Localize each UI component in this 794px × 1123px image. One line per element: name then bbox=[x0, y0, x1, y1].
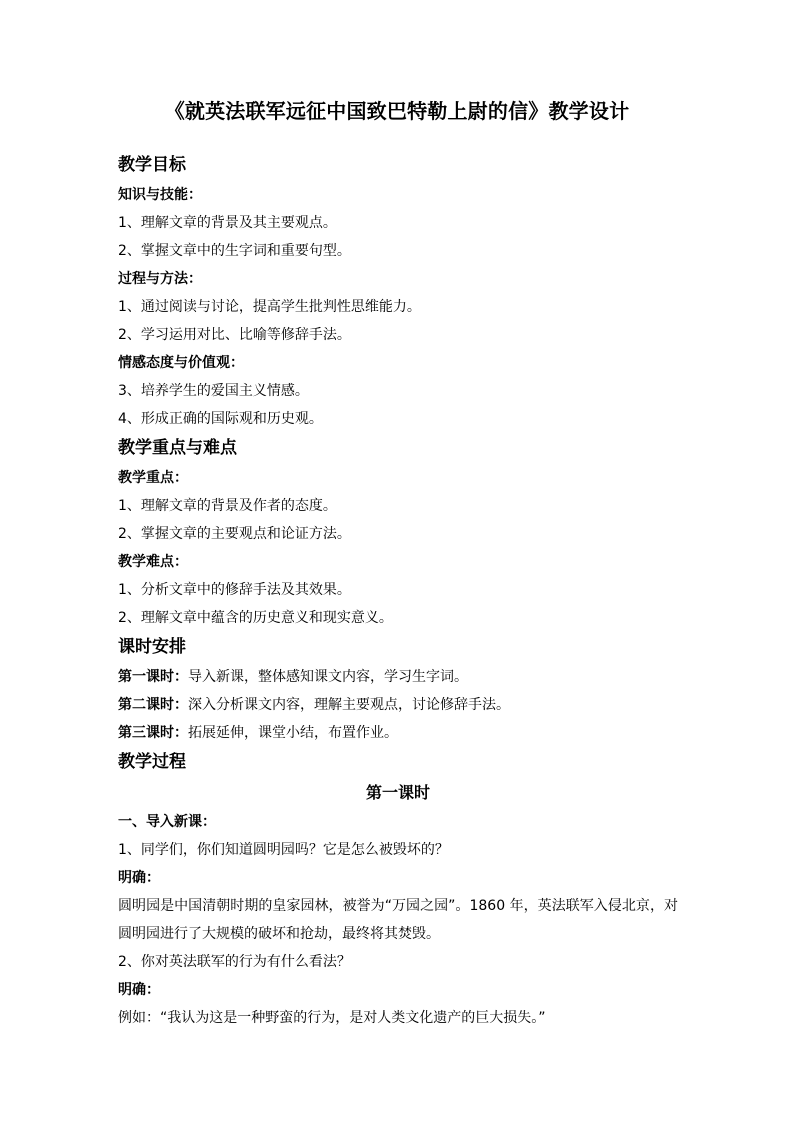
question-text: 2、你对英法联军的行为有什么看法？ bbox=[118, 954, 351, 970]
subheading-difficulty: 教学难点： bbox=[118, 554, 188, 570]
schedule-text: 拓展延伸，课堂小结，布置作业。 bbox=[188, 725, 398, 741]
document-body bbox=[118, 150, 688, 1032]
list-item: 1、分析文章中的修辞手法及其效果。 bbox=[118, 582, 351, 598]
subheading-focus: 教学重点： bbox=[118, 470, 188, 486]
schedule-item bbox=[118, 719, 688, 747]
subheading-intro: 一、导入新课： bbox=[118, 814, 216, 830]
section-heading-schedule: 课时安排 bbox=[118, 637, 186, 657]
list-item: 2、掌握文章中的生字词和重要句型。 bbox=[118, 243, 351, 259]
schedule-label: 第一课时： bbox=[118, 669, 188, 685]
document-title: 《就英法联军远征中国致巴特勒上尉的信》教学设计 bbox=[164, 99, 630, 123]
list-item: 2、理解文章中蕴含的历史意义和现实意义。 bbox=[118, 610, 393, 626]
clarify-label: 明确： bbox=[118, 870, 160, 886]
list-item: 3、培养学生的爱国主义情感。 bbox=[118, 383, 309, 399]
section-heading-key-points: 教学重点与难点 bbox=[118, 438, 237, 458]
subheading-emotion: 情感态度与价值观： bbox=[118, 355, 244, 371]
section-heading-process: 教学过程 bbox=[118, 752, 186, 772]
answer-example: 例如：“我认为这是一种野蛮的行为，是对人类文化遗产的巨大损失。” bbox=[118, 1010, 546, 1026]
answer-paragraph: 圆明园是中国清朝时期的皇家园林，被誉为“万园之园”。1860 年，英法联军入侵北京，对圆明园进行了大规模的破坏和抢劫，最终将其焚毁。 bbox=[118, 898, 678, 942]
question-text: 1、同学们，你们知道圆明园吗？它是怎么被毁坏的？ bbox=[118, 842, 449, 858]
clarify-label: 明确： bbox=[118, 982, 160, 998]
list-item: 1、理解文章的背景及作者的态度。 bbox=[118, 498, 337, 514]
schedule-text: 深入分析课文内容，理解主要观点，讨论修辞手法。 bbox=[188, 697, 510, 713]
schedule-text: 导入新课，整体感知课文内容，学习生字词。 bbox=[188, 669, 468, 685]
list-item: 2、掌握文章的主要观点和论证方法。 bbox=[118, 526, 351, 542]
schedule-label: 第三课时： bbox=[118, 725, 188, 741]
schedule-item bbox=[118, 663, 688, 691]
section-heading-objectives: 教学目标 bbox=[118, 155, 186, 175]
list-item: 1、通过阅读与讨论，提高学生批判性思维能力。 bbox=[118, 299, 421, 315]
list-item: 4、形成正确的国际观和历史观。 bbox=[118, 411, 323, 427]
subheading-knowledge: 知识与技能： bbox=[118, 187, 202, 203]
subheading-process: 过程与方法： bbox=[118, 271, 202, 287]
schedule-label: 第二课时： bbox=[118, 697, 188, 713]
schedule-item bbox=[118, 691, 688, 719]
lesson-heading: 第一课时 bbox=[365, 783, 430, 802]
list-item: 2、学习运用对比、比喻等修辞手法。 bbox=[118, 327, 351, 343]
list-item: 1、理解文章的背景及其主要观点。 bbox=[118, 215, 337, 231]
